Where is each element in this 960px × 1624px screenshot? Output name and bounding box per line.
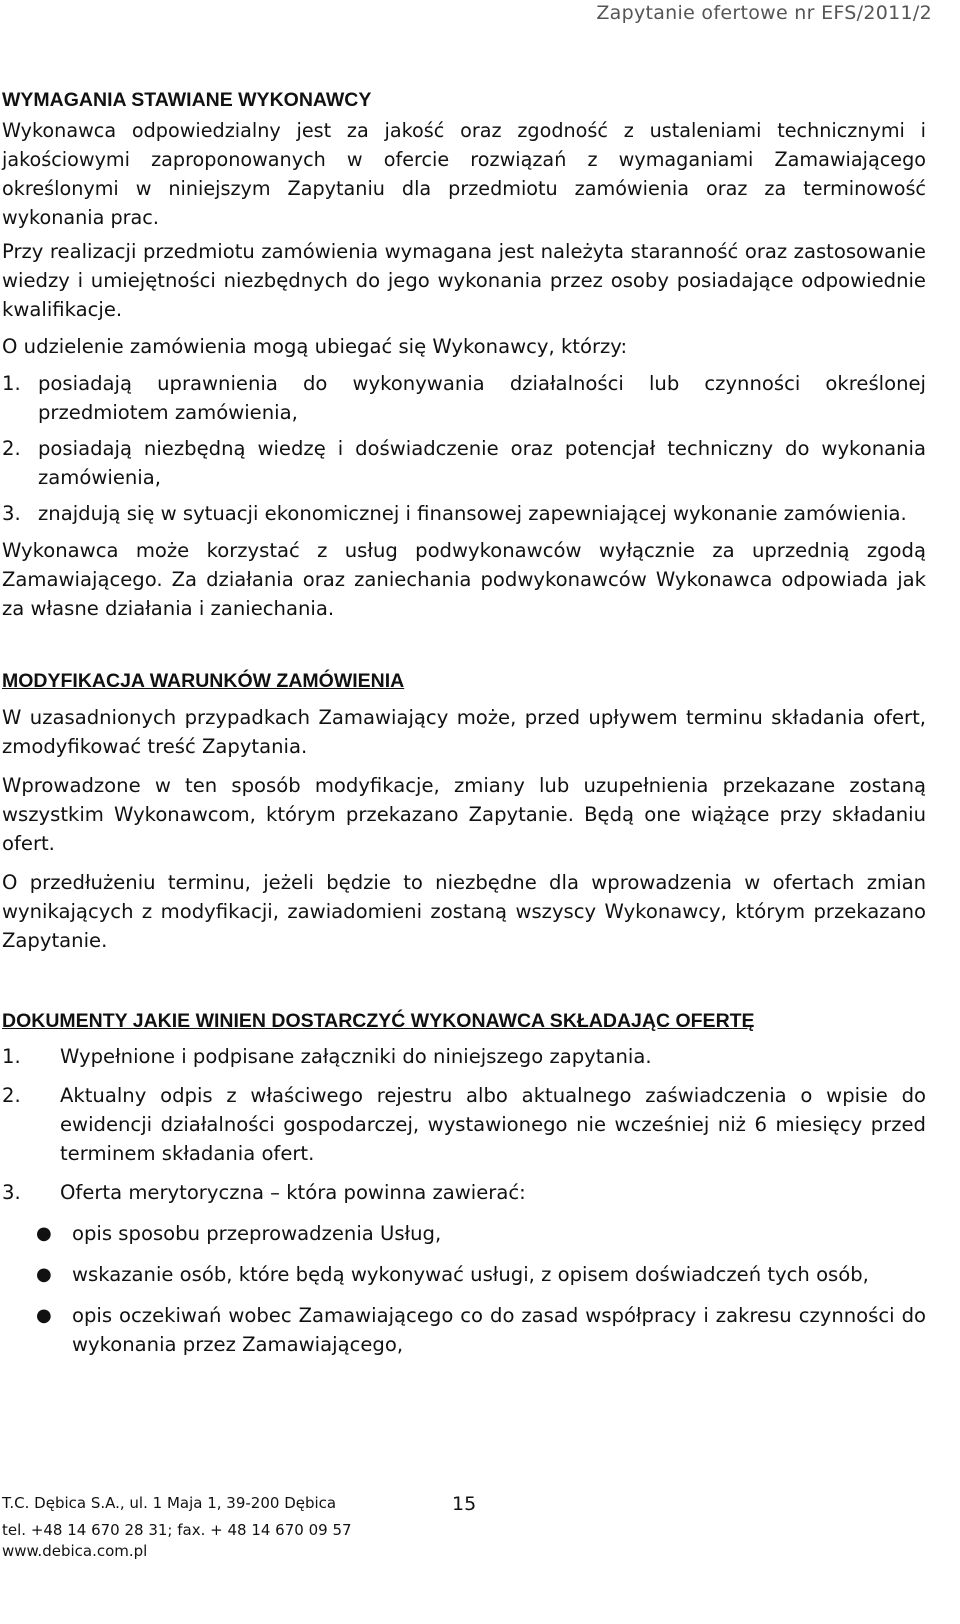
documents-list xyxy=(2,1042,926,1207)
footer-company-address: T.C. Dębica S.A., ul. 1 Maja 1, 39-200 Dębica xyxy=(2,1494,337,1512)
list-item-text: posiadają niezbędną wiedzę i doświadczenie oraz potencjał techniczny do wykonania zamówienia, xyxy=(38,437,926,489)
paragraph-subcontractors: Wykonawca może korzystać z usług podwykonawców wyłącznie za uprzednią zgodą Zamawiającego. Za działania oraz zaniechania podwykonawców Wykonawca odpowiada jak za własne działania i zaniechania. xyxy=(2,539,926,620)
list-item xyxy=(2,1260,926,1289)
eligibility-list xyxy=(2,369,926,528)
footer-phone-fax: tel. +48 14 670 28 31; fax. + 48 14 670 09 57 xyxy=(2,1521,352,1539)
list-item-number: 1. xyxy=(2,372,21,395)
page-number: 15 xyxy=(452,1493,477,1515)
document-footer xyxy=(2,1490,602,1565)
section-heading-modification: MODYFIKACJA WARUNKÓW ZAMÓWIENIA xyxy=(2,670,405,692)
paragraph-diligence: Przy realizacji przedmiotu zamówienia wymagana jest należyta staranność oraz zastosowanie wiedzy i umiejętności niezbędnych do jego wykonania przez osoby posiadające odpowiednie kwalifikacje. xyxy=(2,240,926,321)
list-item xyxy=(2,499,926,528)
paragraph-deadline-extension: O przedłużeniu terminu, jeżeli będzie to niezbędne dla wprowadzenia w ofertach zmian wynikających z modyfikacji, zawiadomieni zostaną wszyscy Wykonawcy, którym przekazano Zapytanie. xyxy=(2,871,926,952)
document-body xyxy=(2,86,926,1359)
footer-website: www.debica.com.pl xyxy=(2,1542,148,1560)
bullet-icon: ● xyxy=(36,1264,52,1285)
list-item-text: posiadają uprawnienia do wykonywania działalności lub czynności określonej przedmiotem zamówienia, xyxy=(38,372,926,424)
list-item-text: Wypełnione i podpisane załączniki do niniejszego zapytania. xyxy=(60,1045,652,1068)
document-header-title: Zapytanie ofertowe nr EFS/2011/2 xyxy=(596,2,932,24)
list-item-text: Aktualny odpis z właściwego rejestru albo aktualnego zaświadczenia o wpisie do ewidencji działalności gospodarczej, wystawionego nie wcześniej niż 6 miesięcy przed terminem składania ofert. xyxy=(60,1084,926,1165)
list-item-number: 3. xyxy=(2,502,21,525)
list-item-text: opis sposobu przeprowadzenia Usług, xyxy=(72,1222,442,1245)
list-item xyxy=(2,1081,926,1168)
list-item-text: Oferta merytoryczna – która powinna zawierać: xyxy=(60,1181,526,1204)
list-item-text: opis oczekiwań wobec Zamawiającego co do zasad współpracy i zakresu czynności do wykonania przez Zamawiającego, xyxy=(72,1304,926,1356)
list-item xyxy=(2,1219,926,1248)
list-item xyxy=(2,434,926,492)
list-item-text: znajdują się w sytuacji ekonomicznej i finansowej zapewniającej wykonanie zamówienia. xyxy=(38,502,907,525)
paragraph-eligibility-intro: O udzielenie zamówienia mogą ubiegać się Wykonawcy, którzy: xyxy=(2,335,628,358)
bullet-icon: ● xyxy=(36,1305,52,1326)
section-heading-requirements: WYMAGANIA STAWIANE WYKONAWCY xyxy=(2,89,372,111)
offer-contents-list xyxy=(2,1219,926,1359)
list-item-number: 3. xyxy=(2,1181,21,1204)
list-item-text: wskazanie osób, które będą wykonywać usługi, z opisem doświadczeń tych osób, xyxy=(72,1263,869,1286)
paragraph-modification-notice: Wprowadzone w ten sposób modyfikacje, zmiany lub uzupełnienia przekazane zostaną wszystkim Wykonawcom, którym przekazano Zapytanie. Będą one wiążące przy składaniu ofert. xyxy=(2,774,926,855)
paragraph-responsibility: Wykonawca odpowiedzialny jest za jakość oraz zgodność z ustaleniami technicznymi i jakościowymi zaproponowanych w ofercie rozwiązań z wymaganiami Zamawiającego określonymi w niniejszym Zapytaniu dla przedmiotu zamówienia oraz za terminowość wykonania prac. xyxy=(2,119,926,229)
section-heading-documents: DOKUMENTY JAKIE WINIEN DOSTARCZYĆ WYKONAWCA SKŁADAJĄC OFERTĘ xyxy=(2,1010,755,1032)
list-item-number: 2. xyxy=(2,1084,21,1107)
list-item-number: 2. xyxy=(2,437,21,460)
list-item-number: 1. xyxy=(2,1045,21,1068)
list-item xyxy=(2,1301,926,1359)
list-item xyxy=(2,1178,926,1207)
list-item xyxy=(2,1042,926,1071)
list-item xyxy=(2,369,926,427)
paragraph-modification: W uzasadnionych przypadkach Zamawiający może, przed upływem terminu składania ofert, zmodyfikować treść Zapytania. xyxy=(2,706,926,758)
bullet-icon: ● xyxy=(36,1223,52,1244)
